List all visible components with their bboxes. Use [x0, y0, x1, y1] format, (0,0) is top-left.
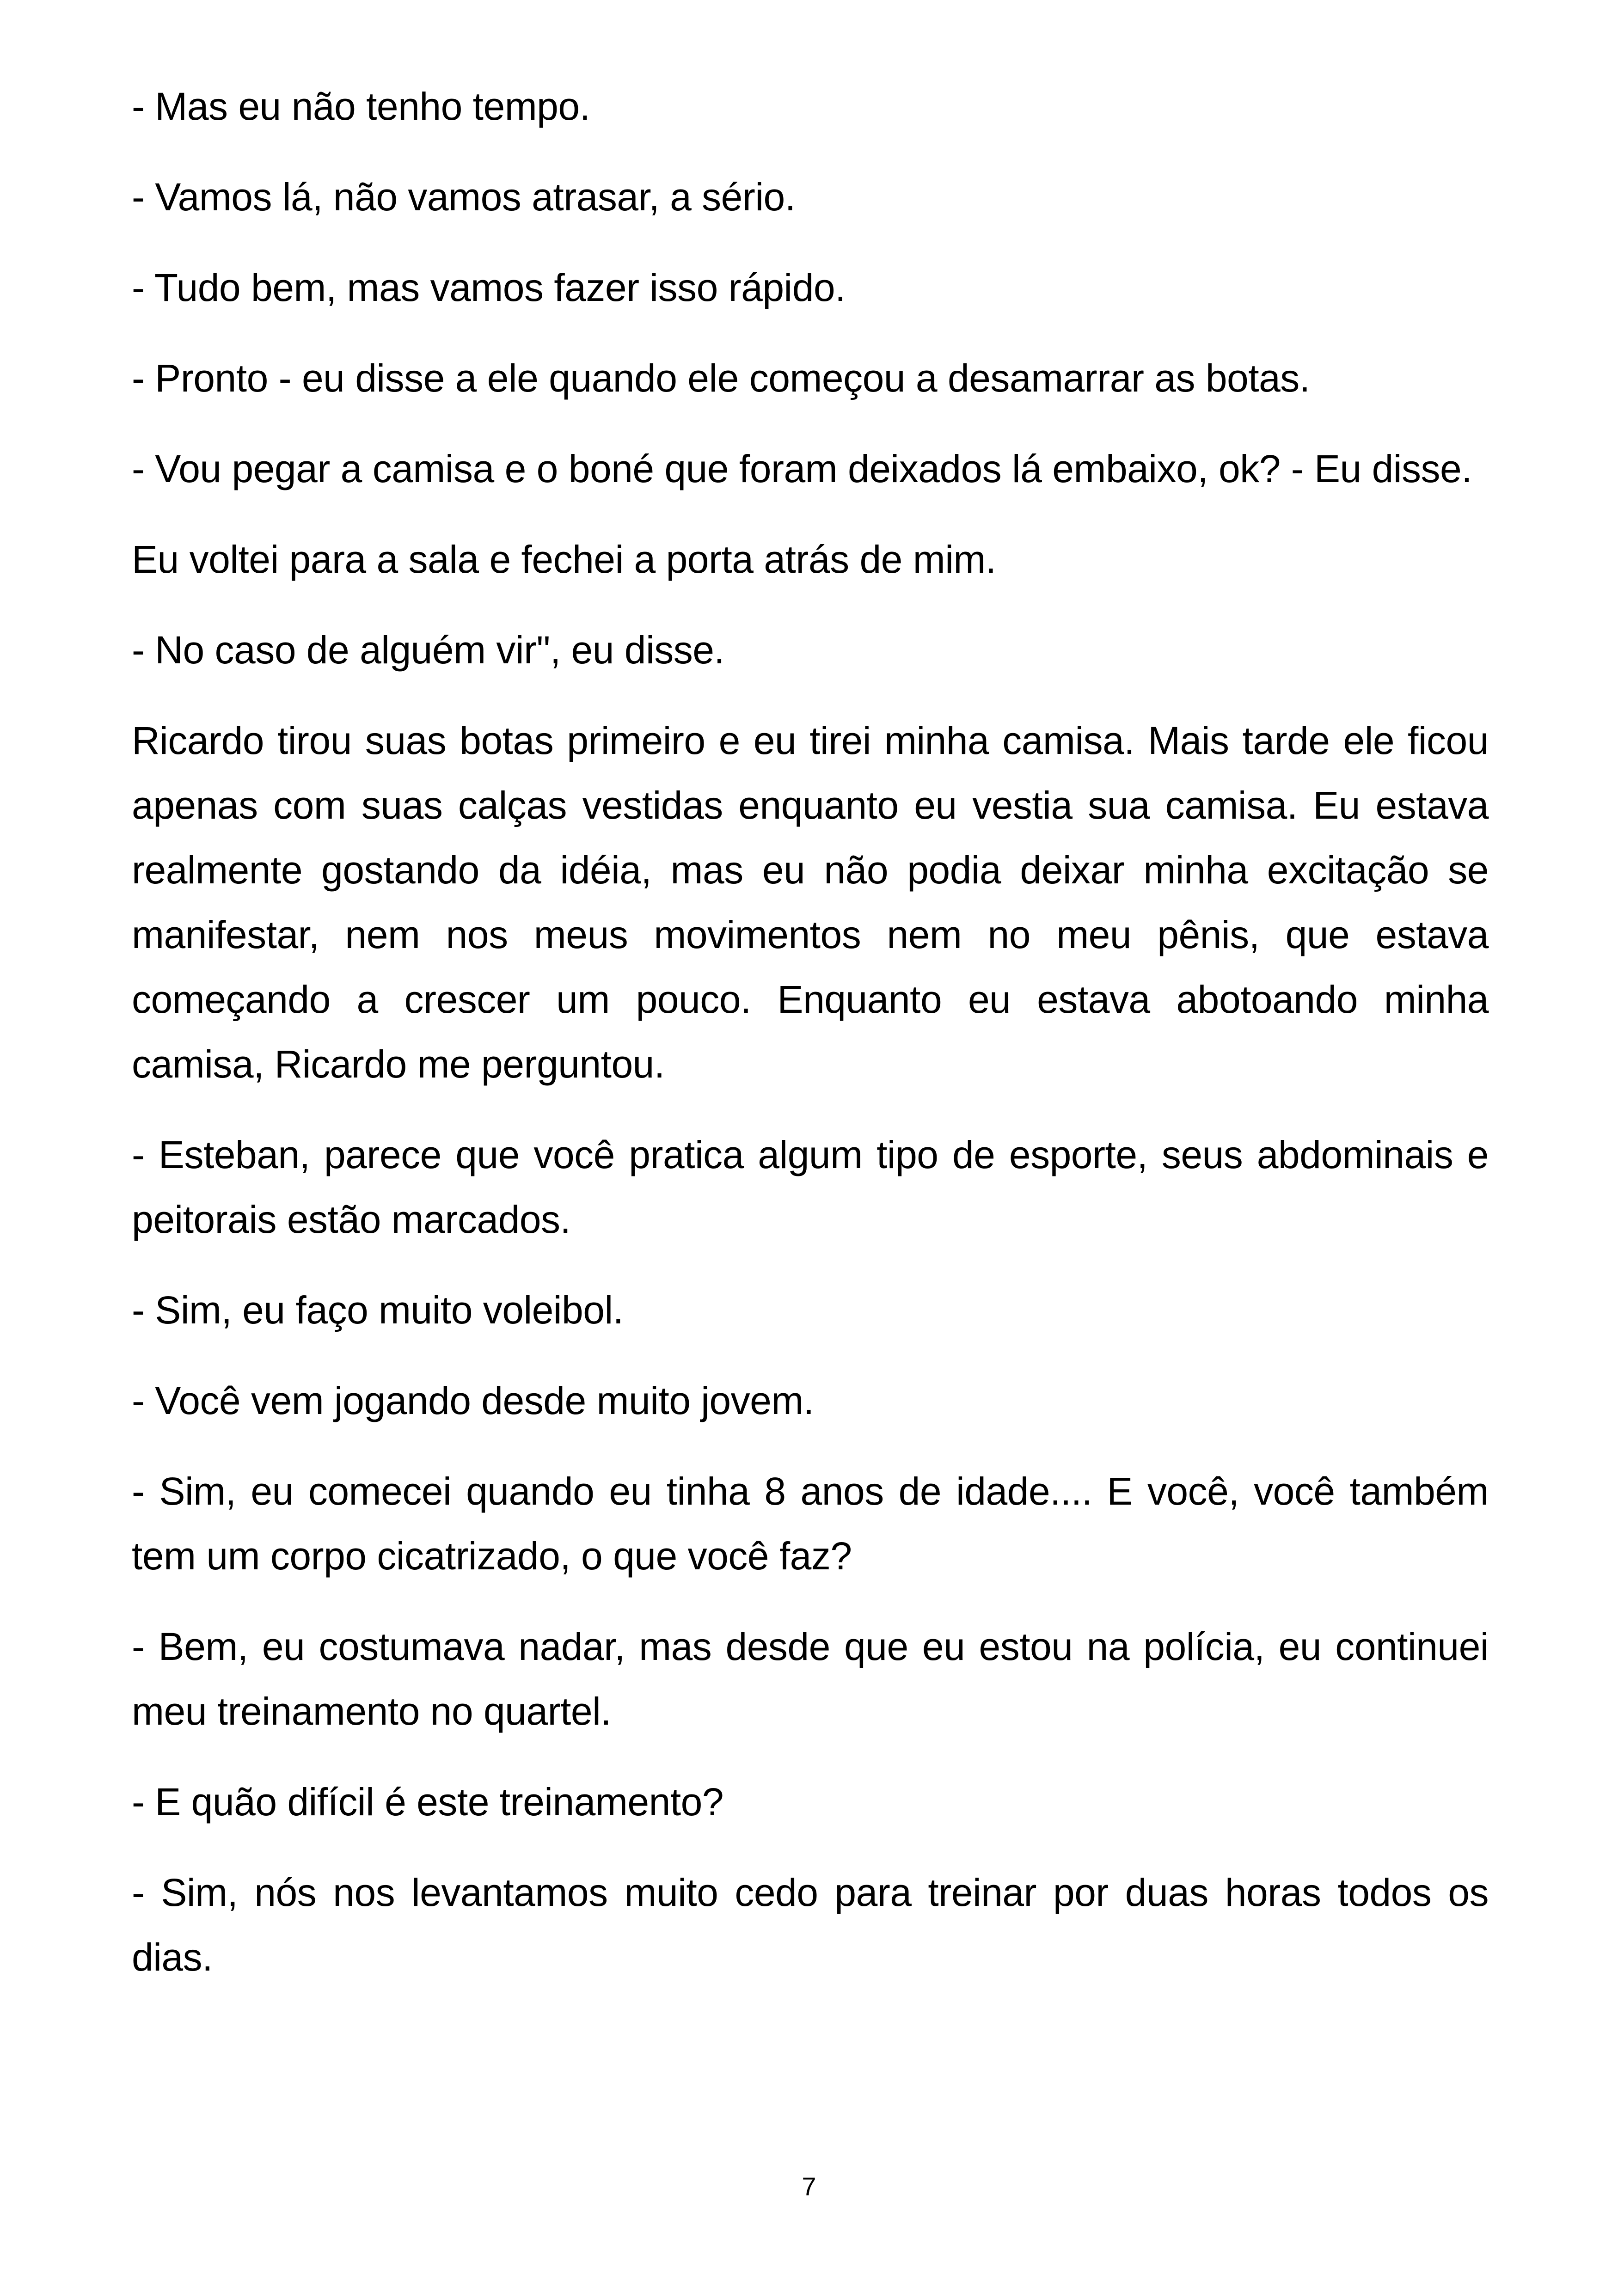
paragraph: - Você vem jogando desde muito jovem.: [132, 1379, 814, 1422]
paragraph: - Vou pegar a camisa e o boné que foram deixados lá embaixo, ok? - Eu disse.: [132, 447, 1472, 490]
paragraph: - Sim, nós nos levantamos muito cedo para treinar por duas horas todos os dias.: [132, 1871, 1489, 1979]
paragraph: Eu voltei para a sala e fechei a porta atrás de mim.: [132, 538, 996, 581]
paragraph: - Pronto - eu disse a ele quando ele começou a desamarrar as botas.: [132, 356, 1310, 400]
paragraph: - Vamos lá, não vamos atrasar, a sério.: [132, 175, 796, 219]
paragraph: - Sim, eu comecei quando eu tinha 8 anos de idade.... E você, você também tem um corpo cicatrizado, o que você faz?: [132, 1469, 1489, 1578]
page-number: 7: [802, 2172, 816, 2201]
paragraph: - Mas eu não tenho tempo.: [132, 85, 590, 128]
paragraph: - Tudo bem, mas vamos fazer isso rápido.: [132, 266, 846, 309]
paragraph: - Esteban, parece que você pratica algum tipo de esporte, seus abdominais e peitorais estão marcados.: [132, 1133, 1489, 1241]
paragraph: - Sim, eu faço muito voleibol.: [132, 1288, 624, 1332]
paragraph: - Bem, eu costumava nadar, mas desde que eu estou na polícia, eu continuei meu treinamento no quartel.: [132, 1625, 1489, 1733]
paragraph: Ricardo tirou suas botas primeiro e eu tirei minha camisa. Mais tarde ele ficou apenas com suas calças vestidas enquanto eu vestia sua camisa. Eu estava realmente gostando da idéia, mas eu não podia deixar minha excitação se manifestar, nem nos meus movimentos nem no meu pênis, que estava começando a crescer um pouco. Enquanto eu estava abotoando minha camisa, Ricardo me perguntou.: [132, 719, 1489, 1086]
paragraph: - No caso de alguém vir", eu disse.: [132, 628, 725, 672]
paragraph: - E quão difícil é este treinamento?: [132, 1780, 724, 1824]
body-text: [132, 74, 1489, 2015]
